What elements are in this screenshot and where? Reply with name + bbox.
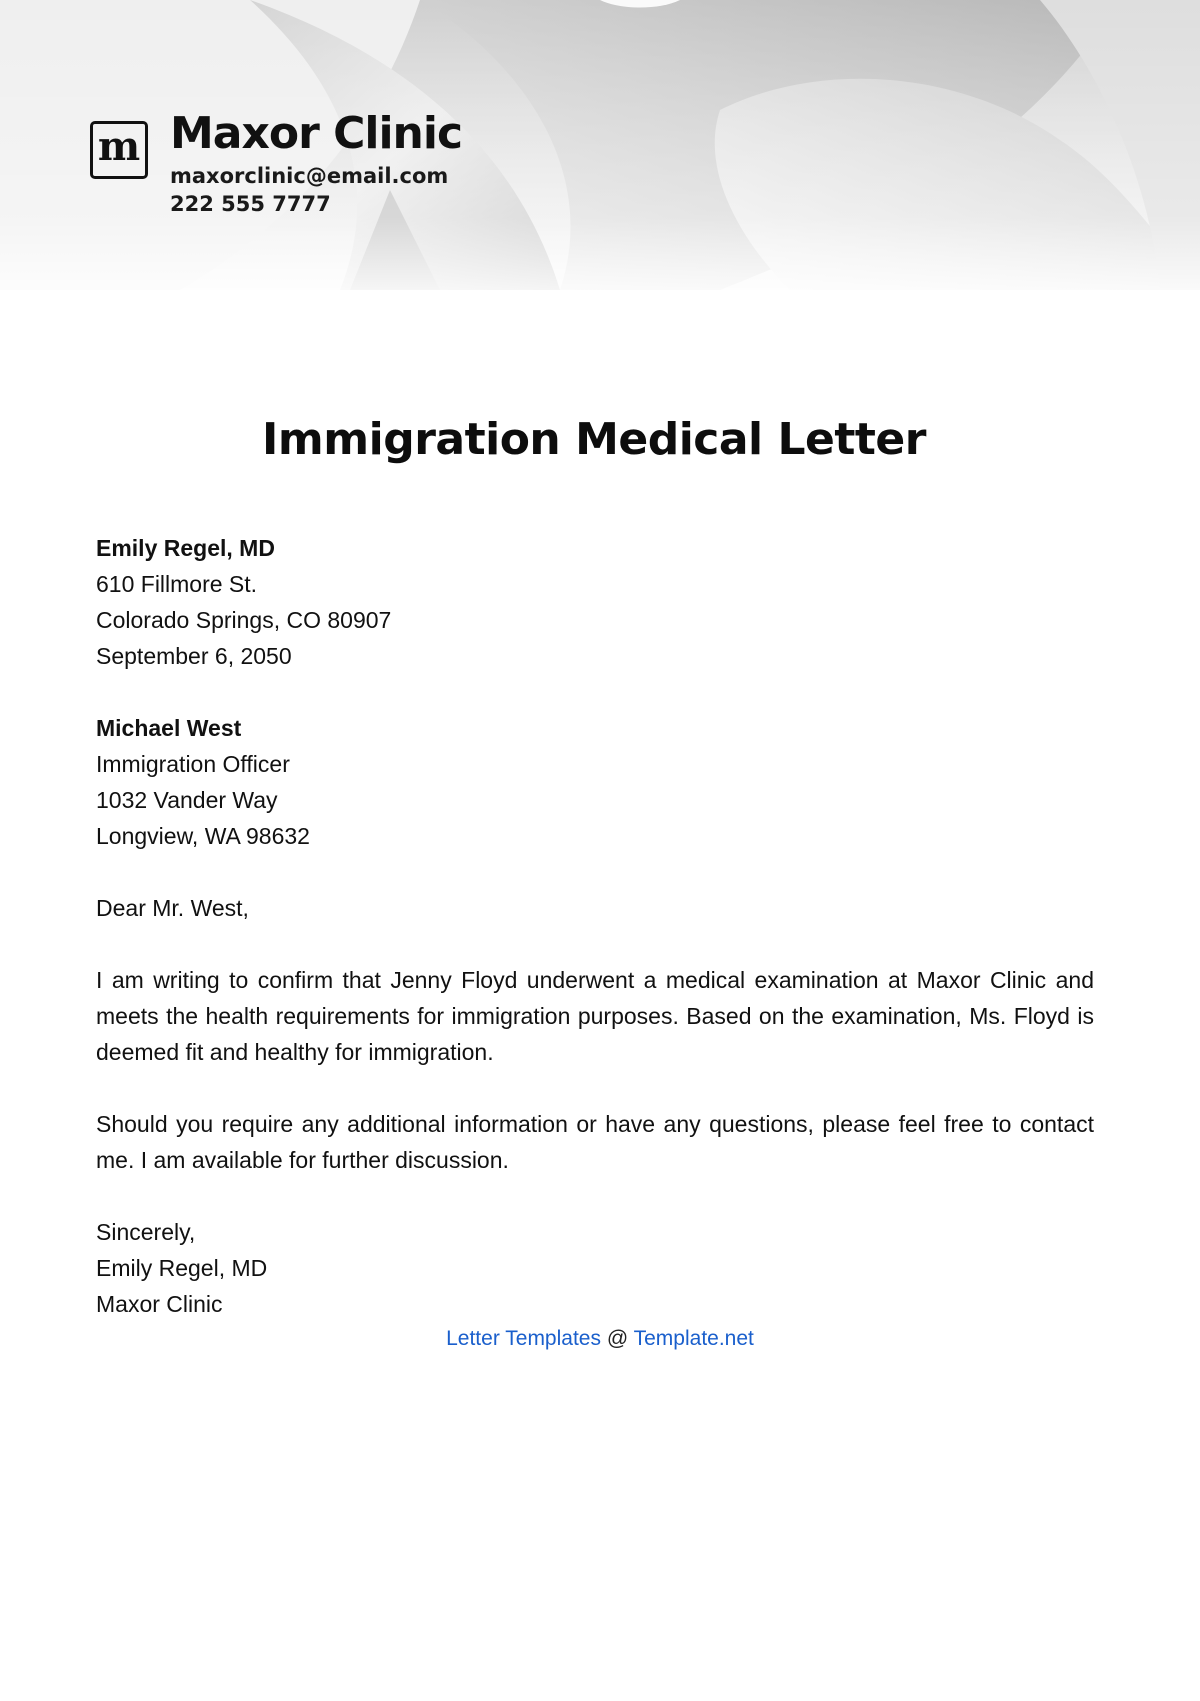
footer-credit xyxy=(0,1327,1200,1351)
footer-separator: @ xyxy=(606,1327,629,1350)
signature-name: Emily Regel, MD xyxy=(96,1255,268,1281)
letter-date: September 6, 2050 xyxy=(96,643,292,669)
clinic-email: maxorclinic@email.com xyxy=(170,164,449,188)
clinic-logo xyxy=(90,121,148,179)
document-title: Immigration Medical Letter xyxy=(262,414,926,465)
spacer xyxy=(96,926,1094,962)
signature-org: Maxor Clinic xyxy=(96,1291,223,1317)
salutation: Dear Mr. West, xyxy=(96,895,249,921)
clinic-name: Maxor Clinic xyxy=(170,108,463,159)
closing: Sincerely, xyxy=(96,1219,196,1245)
letter-templates-link[interactable]: Letter Templates xyxy=(446,1327,601,1350)
spacer xyxy=(96,674,1094,710)
spacer xyxy=(96,1070,1094,1106)
sender-name: Emily Regel, MD xyxy=(96,535,275,561)
recipient-city: Longview, WA 98632 xyxy=(96,823,310,849)
spacer xyxy=(96,1178,1094,1214)
template-net-link[interactable]: Template.net xyxy=(633,1327,754,1350)
body-paragraph-1: I am writing to confirm that Jenny Floyd underwent a medical examination at Maxor Clinic and meets the health requirements for immigration purposes. Based on the examination, Ms. Floyd is deemed fit and healthy for immigration. xyxy=(96,967,1094,1065)
clinic-phone: 222 555 7777 xyxy=(170,192,331,216)
body-paragraph-2: Should you require any additional information or have any questions, please feel free to contact me. I am available for further discussion. xyxy=(96,1111,1094,1173)
logo-letter: m xyxy=(97,123,141,170)
sender-city: Colorado Springs, CO 80907 xyxy=(96,607,392,633)
recipient-title: Immigration Officer xyxy=(96,751,290,777)
recipient-street: 1032 Vander Way xyxy=(96,787,278,813)
letter-body xyxy=(96,530,1094,1322)
sender-street: 610 Fillmore St. xyxy=(96,571,258,597)
spacer xyxy=(96,854,1094,890)
recipient-name: Michael West xyxy=(96,715,242,741)
